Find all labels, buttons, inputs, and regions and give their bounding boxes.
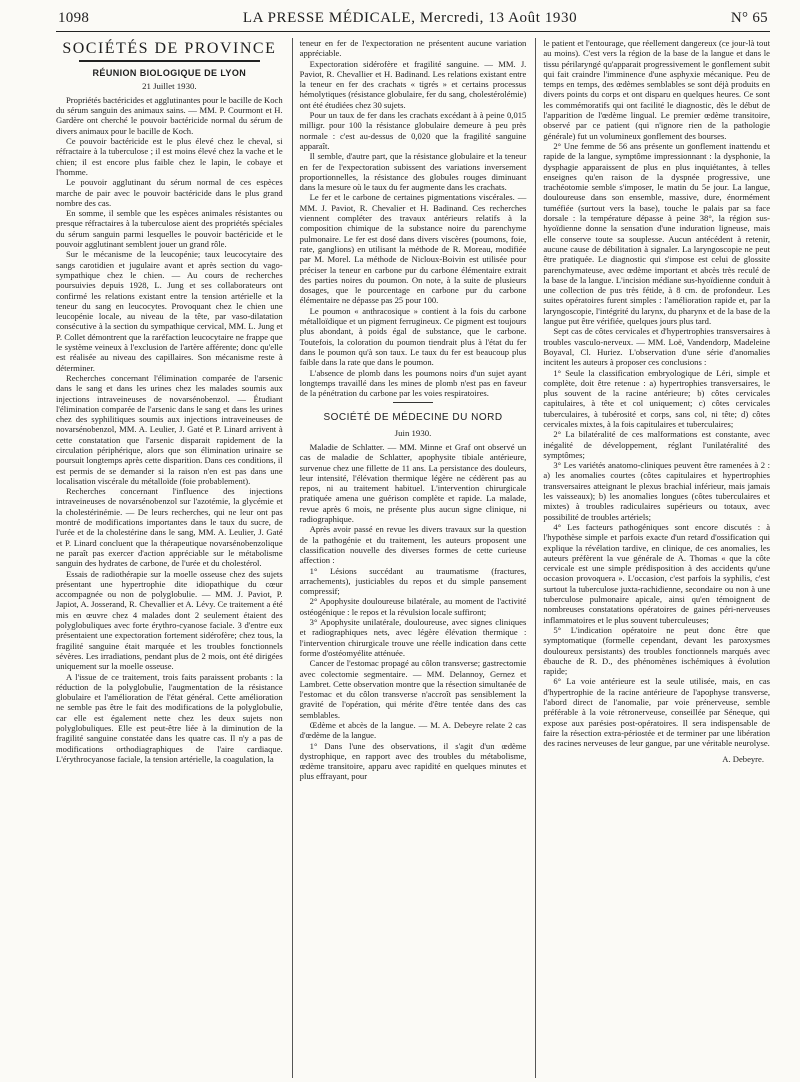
nord-date: Juin 1930. <box>394 427 432 438</box>
lyon-heading: RÉUNION BIOLOGIQUE DE LYON <box>92 68 247 79</box>
article-paragraph: 1° Dans l'une des observations, il s'agit d'un œdème dystrophique, en rapport avec des troubles du métabolisme, œdème transitoire, apparu avec rapidité en quelques minutes et plus effrayant, pour <box>299 740 527 782</box>
article-paragraph: Cancer de l'estomac propagé au côlon transverse; gastrectomie avec colectomie segmentaire. — MM. Delannoy, Gernez et Lambret. Cette observation montre que la résection simultanée de l'estomac et du côlon transverse n'accroît pas sensiblement la gravité de l'opération, qui mérite d'être tentée dans des cas semblables. <box>299 658 527 720</box>
article-paragraph: 6° La voie antérieure est la seule utilisée, mais, en cas d'hypertrophie de la racine antérieure de l'apophyse transverse, l'abord direct de l'anomalie, par voie prénerveuse, semble préférable à la voie rétronerveuse, conseillée par Séneque, qui expose aux parésies post-opératoires. Il sera indispensable de faire la résection extra-périostée et de terminer par une libération des racines nerveuses de leur gangue, par une véritable neurolyse. <box>543 676 771 749</box>
article-paragraph: Pour un taux de fer dans les crachats excédant à à peine 0,015 milligr. pour 100 la résistance globulaire demeure à peu près normale : c'est au-dessus de 0,020 que la fragilité sanguine apparaît. <box>299 110 527 151</box>
article-paragraph: Sur le mécanisme de la leucopénie; taux leucocytaire des sangs carotidien et jugulaire avant et après section du vago-sympathique chez le chien. — Au cours de recherches poursuivies depuis 1928, L. Jung et ses collaborateurs ont confirmé les relations existant entre la tension artérielle et la teneur du sang en leucocytes. Provoquant chez le chien une leucopénie locale, au niveau de la tête, par vaso-dilatation consécutive à la section du sympathique cervical, MM. L. Jung et P. Collet démontrent que la raréfaction leucocytaire ne frappe que le système veineux à l'exclusion de l'artère afférente; donc qu'elle est réalisée au niveau des capillaires. Son mécanisme reste à déterminer. <box>56 249 283 373</box>
article-paragraph: Il semble, d'autre part, que la résistance globulaire et la teneur en fer de l'expectoration subissent des variations inversement proportionnelles, la résistance des globules rouges diminuant dans la mesure où le taux du fer augmente dans les crachats. <box>299 151 527 193</box>
article-paragraph: Expectoration sidérofère et fragilité sanguine. — MM. J. Paviot, R. Chevallier et H. Badinand. Les relations existant entre la teneur en fer des crachats « tigrés » et certains processus hémolytiques (résistance globulaire, fer du sang, cholestérolémie) ont été étudiées chez 30 sujets. <box>299 58 527 110</box>
article-paragraph: Après avoir passé en revue les divers travaux sur la question de la pathogénie et du traitement, les auteurs proposent une classification nouvelle des diverses formes de cette curieuse affection : <box>299 524 527 566</box>
issue-number: N° 65 <box>730 10 768 26</box>
article-paragraph: Le fer et le carbone de certaines pigmentations viscérales. — MM. J. Paviot, R. Chevalier et H. Badinand. Ces recherches viennent compléter des travaux antérieurs relatifs à la composition chimique de la substance noire du parenchyme pulmonaire. Le fer est dosé dans divers viscères (poumons, foie, rate, ganglions) en utilisant la méthode de R. Moreau, modifiée par M. Morel. La méthode de Nicloux-Boivin est utilisée pour préciser la teneur en carbone pur du carbone élémentaire extrait des parties noires du poumon. On note, à la suite de plusieurs dosages, que le pourcentage en carbone pur du carbone élémentaire ne dépasse pas 25 pour 100. <box>299 192 527 306</box>
article-paragraph: Recherches concernant l'influence des injections intraveineuses de novarsénobenzol sur l'azotémie, la glycémie et la cholestérinémie. — De leurs recherches, qui ne leur ont pas montré de modifications importantes dans le taux du sucre, de l'urée et de la cholestérine dans le sang, MM. A. Leulier, J. Gaté et P. Linard concluent que la thérapeutique novarsénobenzolique ne paraît pas exercer d'action appréciable sur le métabolisme sanguin des hydrates de carbone, de l'urée et du cholestérol. <box>56 486 283 569</box>
column-2 <box>292 38 527 1078</box>
nord-heading: SOCIÉTÉ DE MÉDECINE DU NORD <box>323 412 503 424</box>
article-paragraph: 3° Les variétés anatomo-cliniques peuvent être ramenées à 2 : a) les anomalies courtes (côtes capitulaires et hypertrophies transversaires atteignant le plexus brachial inférieur, mais jamais les vaisseaux); b) les anomalies longues (côtes tuberculaires et mixtes) à troubles radiculaires supérieurs ou totaux, avec possibilité de troubles artériels; <box>543 460 771 522</box>
separator <box>393 402 433 403</box>
article-paragraph: Propriétés bactéricides et agglutinantes pour le bacille de Koch du sérum sanguin des animaux sains. — MM. P. Courmont et H. Gardère ont cherché le pouvoir bactéricide normal du sérum de divers animaux pour le bacille de Koch. <box>56 94 283 136</box>
article-paragraph: Le poumon « anthracosique » contient à la fois du carbone métalloïdique et un pigment ferrugineux. Ce pigment est toujours plus abondant, à poids égal de substance, que le carbone. Toutefois, la coloration du poumon tiendrait plus à l'état du fer dans le poumon qu'à son taux. Le taux du fer est beaucoup plus faible dans la rate que dans le poumon. <box>299 305 527 368</box>
article-paragraph: L'absence de plomb dans les poumons noirs d'un sujet ayant longtemps travaillé dans les mines de plomb n'est pas en faveur de la pénétration du carbone par les voies respiratoires. <box>299 367 527 399</box>
article-paragraph: 3° Apophysite unilatérale, douloureuse, avec signes cliniques et radiographiques nets, avec légère élévation thermique : l'intervention chirurgicale trouve une réelle indication dans cette forme d'ostéomyélite atténuée. <box>299 617 527 658</box>
lyon-date: 21 Juillet 1930. <box>142 80 197 91</box>
columns <box>56 38 770 1078</box>
signature: A. Debeyre. <box>722 754 765 765</box>
article-paragraph: Œdème et abcès de la langue. — M. A. Debeyre relate 2 cas d'œdème de la langue. <box>299 720 527 741</box>
section-title-text: SOCIÉTÉS DE PROVINCE <box>62 40 277 57</box>
article-paragraph: Ce pouvoir bactéricide est le plus élevé chez le cheval, si réfractaire à la tuberculose ; il est moins élevé chez la vache et le chien; il est encore plus faible chez le lapin, le cobaye et l'homme. <box>56 136 283 177</box>
article-paragraph: 2° Apophysite douloureuse bilatérale, au moment de l'activité ostéogénique : le repos et la révulsion locale suffiront; <box>299 596 527 617</box>
article-paragraph: teneur en fer de l'expectoration ne présentent aucune variation appréciable. <box>299 38 527 59</box>
section-title <box>56 40 283 62</box>
article-paragraph: Le pouvoir agglutinant du sérum normal de ces espèces marche de pair avec le pouvoir bactéricide dans le plus grand nombre des cas. <box>56 177 283 208</box>
article-paragraph: Maladie de Schlatter. — MM. Minne et Graf ont observé un cas de maladie de Schlatter, apophysite tibiale antérieure, survenue chez une fillette de 11 ans. La persistance des douleurs, leur intensité, l'élévation thermique légère ne cédèrent pas au repos, ni au traitement habituel. L'intervention chirurgicale pratiquée amena une guérison complète et rapide. La malade, revue après 6 mois, ne présente plus aucun signe clinique, ni radiographique. <box>299 441 527 525</box>
article-paragraph: le patient et l'entourage, que réellement dangereux (ce jour-là tout au moins). C'est vers la région de la base de la langue et dans le tissu périlaryngé qu'apparait progressivement le gonflement subit qui fait craindre l'imminence d'une asphyxie mécanique. Peu de temps en temps, des œdèmes semblables se sont déjà produits en divers points du corps et ont disparu en quelques heures. Ce sont les commémoratifs qui ont facilité le diagnostic, dès le début de l'apparition de l'œdème lingual. Le premier œdème transitoire, observé par ce patient (qui n'ignore rien de la pathologie générale) fut un volumineux gonflement des bourses. <box>543 38 771 141</box>
section-title-rule <box>79 60 260 62</box>
page-header <box>56 10 770 27</box>
column-1 <box>56 38 283 1078</box>
article-paragraph: A l'issue de ce traitement, trois faits paraissent probants : la réduction de la polyglobulie, l'augmentation de la résistance globulaire et l'amélioration de l'état général. Cette amélioration ne semble pas être le fait des modifications de la polyglobulie, car elle est également nette chez les deux sujets non polyglobuliques. Elle est peut-être liée à la diminution de la fragilité sanguine constatée dans les quatre cas. Il n'y a pas de modifications orthodiagraphiques de l'aire cardiaque. L'érythrocyanose faciale, la tension artérielle, la coagulation, la <box>56 671 283 764</box>
article-paragraph: En somme, il semble que les espèces animales résistantes ou presque réfractaires à la tuberculose aient des propriétés spéciales du sérum sanguin parmi lesquelles le pouvoir bactéricide et le pouvoir agglutinant semblent jouer un grand rôle. <box>56 208 283 250</box>
article-paragraph: 5° L'indication opératoire ne peut donc être que symptomatique (formelle cependant, devant les paroxysmes douloureux persistants) des troubles fonctionnels marqués avec ébauche de R. D., des phénomènes ischémiques à évolution rapide; <box>543 624 771 677</box>
journal-title: LA PRESSE MÉDICALE, Mercredi, 13 Août 1930 <box>242 10 578 26</box>
article-paragraph: 4° Les facteurs pathogéniques sont encore discutés : à l'hypothèse simple et parfois exacte d'un retard d'ossification qui explique la révélation tardive, en clinique, de ces anomalies, les auteurs préfèrent la vue générale de A. Thomas « que la côte cervicale est une simple prédisposition à des accidents qu'une occasion provoquera ». L'occasion, c'est parfois la syphilis, c'est surtout la tuberculose juxta-rachidienne, secondaire ou non à une tuberculose pulmonaire apicale, ainsi qu'en témoignent de nombreuses constatations opératoires de gaines péri-nerveuses inflammatoires et le plus souvent tuberculeuses; <box>543 521 771 625</box>
article-paragraph: Recherches concernant l'élimination comparée de l'arsenic dans le sang et dans les urines chez les malades soumis aux injections intraveineuses de novarsénobenzol. — Étudiant l'élimination comparée de l'arsenic dans le sang et dans les urines chez des syphilitiques soumis aux injections intraveineuses de novarsénobenzol, MM. A. Leulier, J. Gaté et P. Linard arrivent à cette constatation que l'arsenic disparait rapidement de la circulation périphérique, alors que son élimination urinaire se poursuit longtemps après cette disparition. Dans ces conditions, il est permis de se demander si la raison n'en est pas dans une localisation viscérale du métalloïde (foie probablement). <box>56 372 283 486</box>
article-paragraph: 1° Lésions succédant au traumatisme (fractures, arrachements), justiciables du repos et du simple pansement compressif; <box>299 565 527 597</box>
article-paragraph: 2° Une femme de 56 ans présente un gonflement inattendu et rapide de la langue, symptôme impressionnant : la dysphonie, la dysphagie apparaissent de plus en plus inquiétantes, à telles enseignes qu'en raison de la dyspnée progressive, une trachéotomie semble s'imposer, le matin du 5e jour. La langue, douloureuse dans son ensemble, massive, dure, énormément tuméfiée (surtout vers la base), touche le palais par sa face dorsale : la température dépasse à peine 38°, la région sus-hyoïdienne donne la sensation d'une induration ligneuse, mais elle conserve toute sa souplesse. Aucun antécédent à retenir, aucune cause de débilitation à signaler. La laryngoscopie ne peut être pratiquée. Le diagnostic qui s'impose est celui de glossite parenchymateuse, avec œdème important et abcès très reculé de la base de la langue. L'incision médiane sus-hyoïdienne conduit à une collection de pus très fétide, à 8 cm. de profondeur. Les suites opératoires furent simples : l'amélioration rapide et, par la laryngoscopie, l'intégrité du larynx, du pharynx et de la base de la langue put être vérifiée, quelques jours plus tard. <box>543 140 771 327</box>
article-paragraph: 1° Seule la classification embryologique de Léri, simple et complète, doit être retenue : a) hypertrophies transversaires, le plus souvent de la racine antérieure; b) côtes cervicales capitulaires, à tête et col uniquement; c) côtes cervicales tuberculaires, à tubérosité et corps, sans col, ni tête; d) côtes cervicales mixtes, à la fois capitulaires et tuberculaires; <box>543 367 771 429</box>
article-paragraph: Sept cas de côtes cervicales et d'hypertrophies transversaires à troubles vasculo-nerveux. — MM. Loë, Vandendorp, Madeleine Boyaval, Cl. Huriez. L'observation d'une série d'anomalies incitent les auteurs à proposer ces conclusions : <box>543 326 771 368</box>
page-number: 1098 <box>58 10 90 26</box>
header-rule <box>56 31 770 32</box>
article-paragraph: Essais de radiothérapie sur la moelle osseuse chez des sujets présentant une hypertrophie dite idiopathique du cœur accompagnée ou non de polyglobulie. — MM. J. Paviot, P. Japiot, A. Josserand, R. Chevallier et A. Lévy. Ce traitement a été mis en œuvre chez 4 malades dont 2 seulement étaient des polyglobuliques avec forte érythro-cyanose faciale. 3 d'entre eux présentaient une expectoration fortement sidérofère; chez tous, la fragilité sanguine était marquée et les troubles fonctionnels sévères. Les irradiations, pendant plus de 2 mois, ont été dirigées uniquement sur la moelle osseuse. <box>56 568 283 672</box>
article-paragraph: 2° La bilatéralité de ces malformations est constante, avec inégalité de développement, réglant l'unilatéralité des symptômes; <box>543 429 771 460</box>
column-3 <box>535 38 770 1078</box>
